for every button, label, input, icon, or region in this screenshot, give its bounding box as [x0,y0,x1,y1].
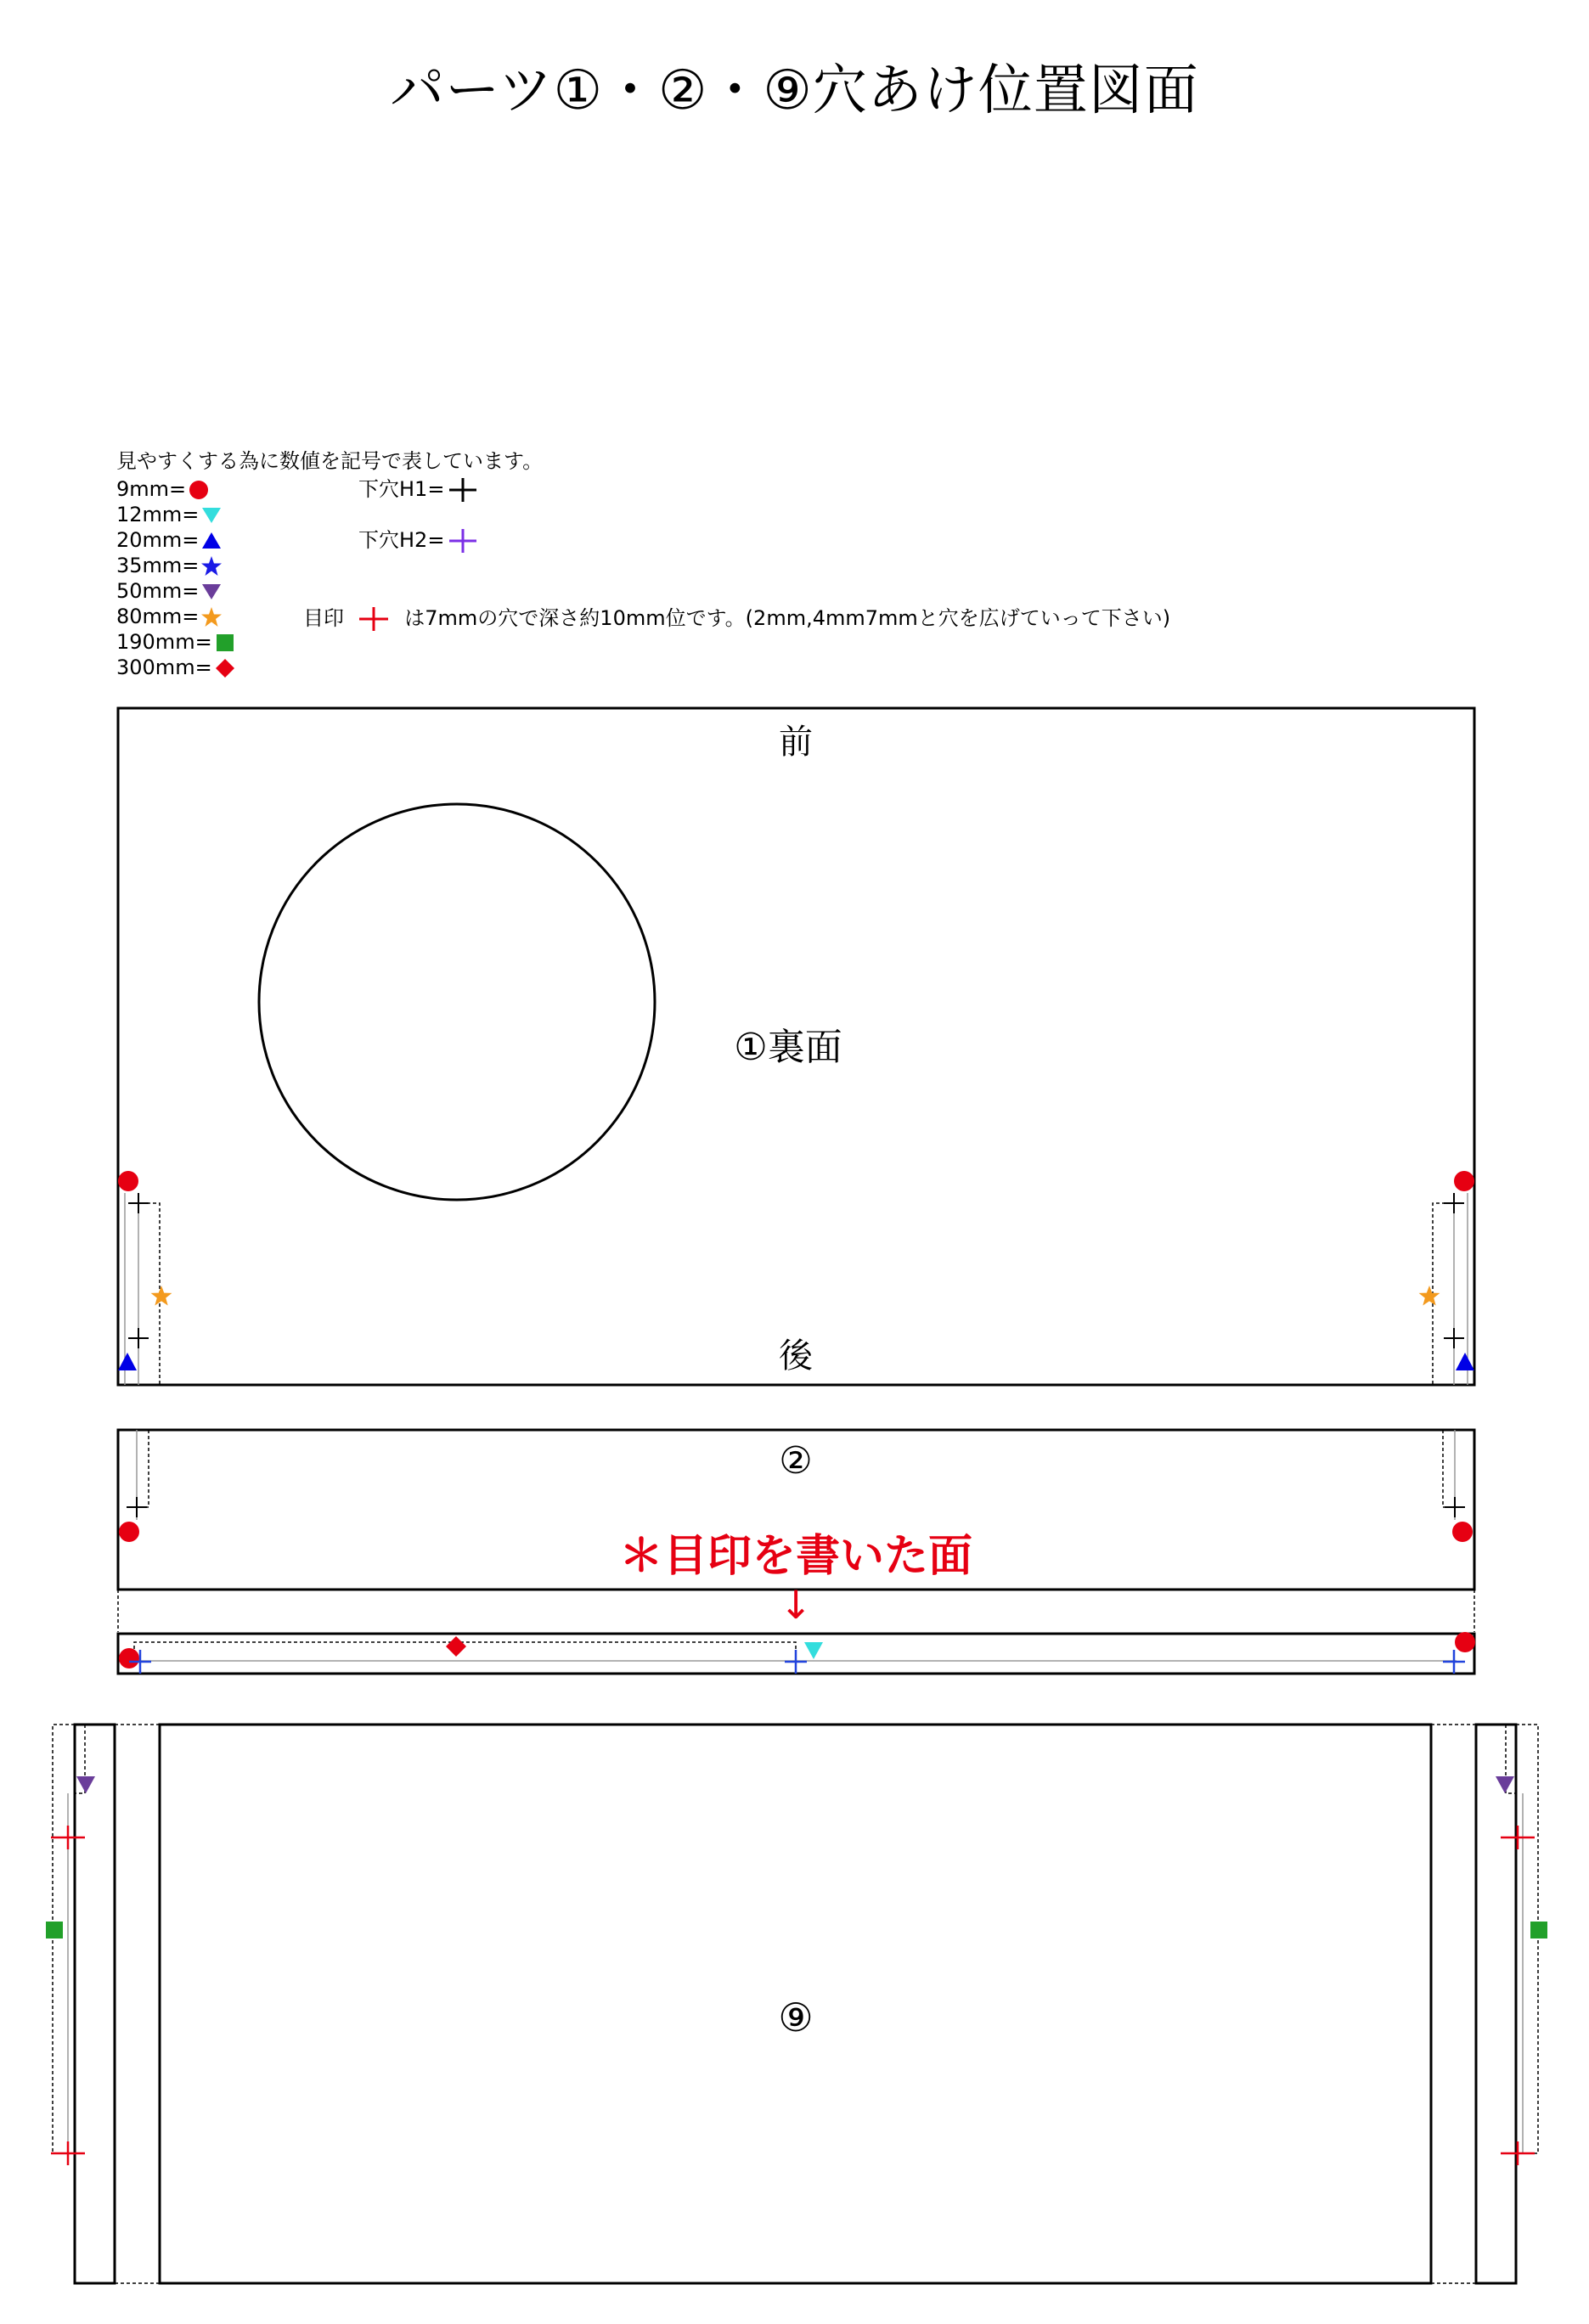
legend-intro: 見やすくする為に数値を記号で表しています。 [116,449,544,473]
part1-panel [118,708,1474,1385]
red-cross-icon [51,1826,85,1849]
red-cross-icon [51,2141,85,2165]
dashed-guide [53,1725,75,2153]
blue-cross-icon [785,1650,807,1674]
red-circle-icon [1454,1171,1474,1191]
legend-mark-label: 目印 [303,606,344,630]
part2-label: ② [779,1439,813,1483]
legend-label: 50mm= [116,579,200,603]
blue-triangle-up-icon [1456,1353,1474,1370]
black-cross-icon [1445,1497,1465,1517]
part1-left-marks [118,1171,172,1385]
black-cross-icon [128,1193,149,1213]
part9-right-edge [1476,1725,1516,2283]
part9-left-edge [75,1725,115,2283]
red-circle-icon [1452,1522,1473,1542]
part2-panel [118,1430,1474,1632]
green-square-icon [46,1922,63,1939]
green-square-icon [1530,1922,1547,1939]
blue-triangle-up-icon [118,1353,137,1370]
cyan-triangle-down-icon [804,1642,823,1659]
purple-triangle-down-icon [76,1776,95,1793]
part2-edge-strip [118,1632,1475,1674]
black-cross-icon [1444,1328,1464,1348]
down-arrow-icon: ↓ [779,1582,813,1628]
purple-triangle-down-icon [1496,1776,1514,1793]
legend-label: 下穴H2= [358,528,445,552]
part1-round-hole [259,804,655,1200]
legend-label: 下穴H1= [358,477,445,501]
part9-label: ⑨ [778,1995,814,2040]
page-title: パーツ①・②・⑨穴あけ位置図面 [390,59,1199,122]
black-cross-icon [1444,1193,1464,1213]
red-circle-icon [119,1522,139,1542]
part1-right-marks [1419,1171,1474,1385]
blue-cross-icon [1443,1650,1465,1674]
orange-star-icon [1419,1286,1440,1306]
legend-label: 80mm= [116,605,200,628]
red-diamond-icon [446,1636,466,1657]
legend-label: 12mm= [116,503,200,526]
black-cross-icon [127,1497,147,1517]
red-cross-icon [1501,2141,1535,2165]
red-circle-icon [119,1648,139,1668]
orange-star-icon [151,1286,172,1306]
part1-back-label: 後 [779,1336,813,1376]
legend-mark-note: は7mmの穴で深さ約10mm位です。(2mm,4mm7mmと穴を広げていって下さい) [404,606,1171,630]
red-cross-icon [1501,1826,1535,1849]
part1-label: ①裏面 [734,1026,842,1069]
legend-label: 190mm= [116,630,212,654]
dashed-guide [1443,1430,1464,1507]
legend-label: 35mm= [116,554,200,577]
red-circle-icon [1455,1632,1475,1652]
black-cross-icon [128,1328,149,1348]
part9-assembly [46,1725,1547,2283]
part1-front-label: 前 [779,723,813,762]
dashed-guide [127,1430,149,1507]
legend-label: 20mm= [116,528,200,552]
legend-label: 9mm= [116,477,187,501]
red-circle-icon [118,1171,138,1191]
dashed-guide [1516,1725,1538,2153]
marked-face-label: ＊目印を書いた面 [618,1531,973,1582]
legend-label: 300mm= [116,656,212,679]
